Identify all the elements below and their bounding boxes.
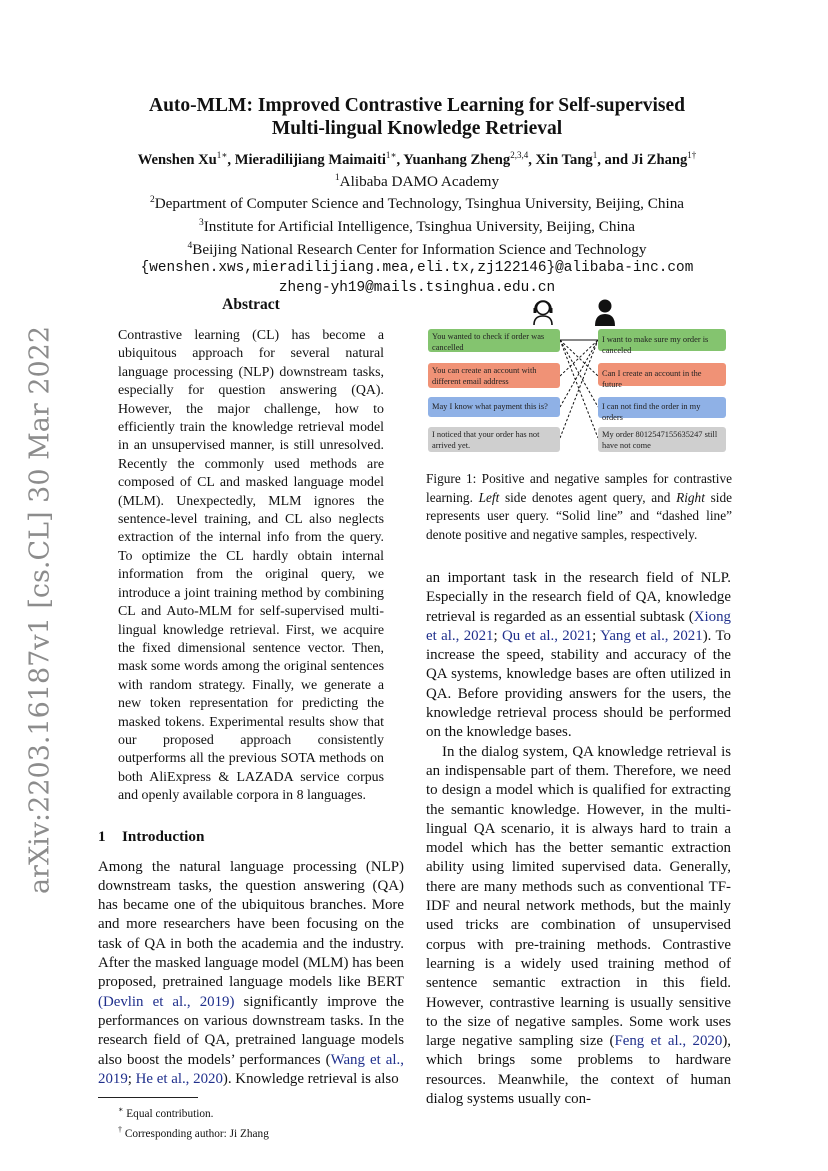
citation-link[interactable]: Wang et al., 2019 <box>98 1051 404 1087</box>
negative-line <box>560 340 598 376</box>
citation-link[interactable]: (Devlin et al., 2019) <box>98 993 235 1010</box>
footnote-divider <box>98 1097 198 1098</box>
email-line: {wenshen.xws,mieradilijiang.mea,eli.tx,zj122146}@alibaba-inc.com <box>140 260 694 277</box>
arxiv-identifier: arXiv:2203.16187v1 [cs.CL] 30 Mar 2022 <box>24 325 56 895</box>
user-query-box: My order 8012547155635247 still have not come <box>598 427 726 452</box>
citation-link[interactable]: He et al., 2020 <box>135 1070 223 1087</box>
figure-caption: Figure 1: Positive and negative samples for contrastive learning. Left side denotes agent query, and Right side represents user query. “Solid line” and “dashed line” denote positive and negative samples, respectively. <box>426 471 733 542</box>
user-query-box: Can I create an account in the future <box>598 363 726 386</box>
footnote: ∗ Equal contribution. <box>118 1105 214 1120</box>
agent-query-box: I noticed that your order has not arrived yet. <box>428 427 560 452</box>
author: Ji Zhang <box>631 151 688 168</box>
footnote: † Corresponding author: Ji Zhang <box>118 1124 269 1140</box>
user-query-box: I can not find the order in my orders <box>598 397 726 418</box>
paper-header <box>90 94 744 298</box>
affiliation: $^3$Institute for Artificial Intelligence, Tsinghua University, Beijing, China <box>198 217 636 236</box>
author: Xin Tang <box>535 151 593 168</box>
citation-link[interactable]: Qu et al., 2021 <box>502 627 593 644</box>
footnotes <box>98 1102 404 1142</box>
author: Mieradilijiang Maimaiti <box>234 151 386 168</box>
author-list: Wenshen $Xu^{1∗}$, Mieradilijiang Maimaiti$^{1∗}$, Yuanhang Zheng$^{2,3,4}$, Xin Tang$^1$, and Ji Zhang$^{1\dagger}$ <box>137 150 697 168</box>
citation-link[interactable]: Yang et al., 2021 <box>600 627 703 644</box>
intro-paragraph: In the dialog system, QA knowledge retrieval is an indispensable part of them. Therefore, we need to design a model which is qualified for extracting the semantic knowledge. However, in the multi-lingual QA scenario, it is always hard to train a model which has the better semantic extraction ability using limited supervised data. Generally, there are many methods such as conventional TF-IDF and neural network methods, but the mainly used tricks are combination of unsupervised corpus with pre-training methods. Contrastive learning is a widely used training method of sentence semantic extraction in this field. However, contrastive learning is usually sensitive to the size of negative samples. Some work uses large negative sampling size (Feng et al., 2020), which brings some problems to hardware resources. Meanwhile, the context of human dialog systems usually con- <box>426 743 731 1108</box>
citation-link[interactable]: Xiong et al., 2021 <box>426 608 731 644</box>
intro-paragraph: an important task in the research field of NLP. Especially in the research field of QA, knowledge retrieval is regarded as an essential subtask (Xiong et al., 2021; Qu et al., 2021; Yang et al., 2021). To increase the speed, stability and accuracy of the QA systems, knowledge bases are often utilized in QA. Before providing answers for the users, the knowledge retrieval process should be performed on the knowledge bases. <box>426 570 731 741</box>
right-column <box>426 569 731 1109</box>
email-line: zheng-yh19@mails.tsinghua.edu.cn <box>278 279 556 296</box>
agent-query-box: You wanted to check if order was cancelled <box>428 329 560 352</box>
affiliation: $^4$Beijing National Research Center for Information Science and Technology <box>187 240 647 258</box>
agent-query-box: May I know what payment this is? <box>428 397 560 417</box>
figure-1 <box>426 296 732 466</box>
affiliation: $^1$Alibaba DAMO Academy <box>334 172 500 190</box>
negative-line <box>560 340 598 376</box>
section-heading: 1 Introduction <box>98 827 205 845</box>
left-column <box>98 296 404 1142</box>
paper-title: Auto-MLM: Improved Contrastive Learning for Self-supervised Multi-lingual Knowledge Retrieval <box>148 95 686 139</box>
intro-paragraph: Among the natural language processing (NLP) downstream tasks, the question answering (QA) has became one of the ubiquitous branches. More and more researchers have been focusing on the task of QA in both the academia and the industry. After the masked language model (MLM) has been proposed, pretrained language models like BERT (Devlin et al., 2019) significantly improve the performances on various downstream tasks. In the research field of QA, pretrained language models also boost the models’ performances (Wang et al., 2019; He et al., 2020). Knowledge retrieval is also <box>98 858 404 1087</box>
author: Yuanhang Zheng <box>403 151 511 168</box>
abstract-heading: Abstract <box>222 296 280 313</box>
author: Wenshen Xu <box>137 151 217 168</box>
agent-query-box: You can create an account with different email address <box>428 363 560 388</box>
abstract-text: Contrastive learning (CL) has become a ubiquitous approach for several natural language processing (NLP) downstream tasks, especially for question answering (QA). However, the major challenge, how to efficiently train the knowledge retrieval model in an unsupervised manner, is still unresolved. Recently the commonly used methods are composed of CL and masked language model (MLM). Unexpectedly, MLM ignores the sentence-level training, and CL also neglects extraction of the internal info from the query. To optimize the CL hardly obtain internal information from the original query, we introduce a joint training method by combining CL and Auto-MLM for self-supervised multi-lingual knowledge retrieval. First, we acquire the fixed dimensional sentence vector. Then, mask some words among the original sentences with random strategy. Finally, we generate a new token representation for predicting the masked tokens. Experimental results show that our proposed approach consistently outperforms all the previous SOTA methods on both AliExpress & LAZADA service corpus and openly available corpora in 8 languages. <box>118 328 384 804</box>
user-query-box: I want to make sure my order is canceled <box>598 329 726 351</box>
affiliation: $^2$Department of Computer Science and Technology, Tsinghua University, Beijing, China <box>149 195 685 213</box>
citation-link[interactable]: Feng et al., 2020 <box>614 1033 723 1050</box>
